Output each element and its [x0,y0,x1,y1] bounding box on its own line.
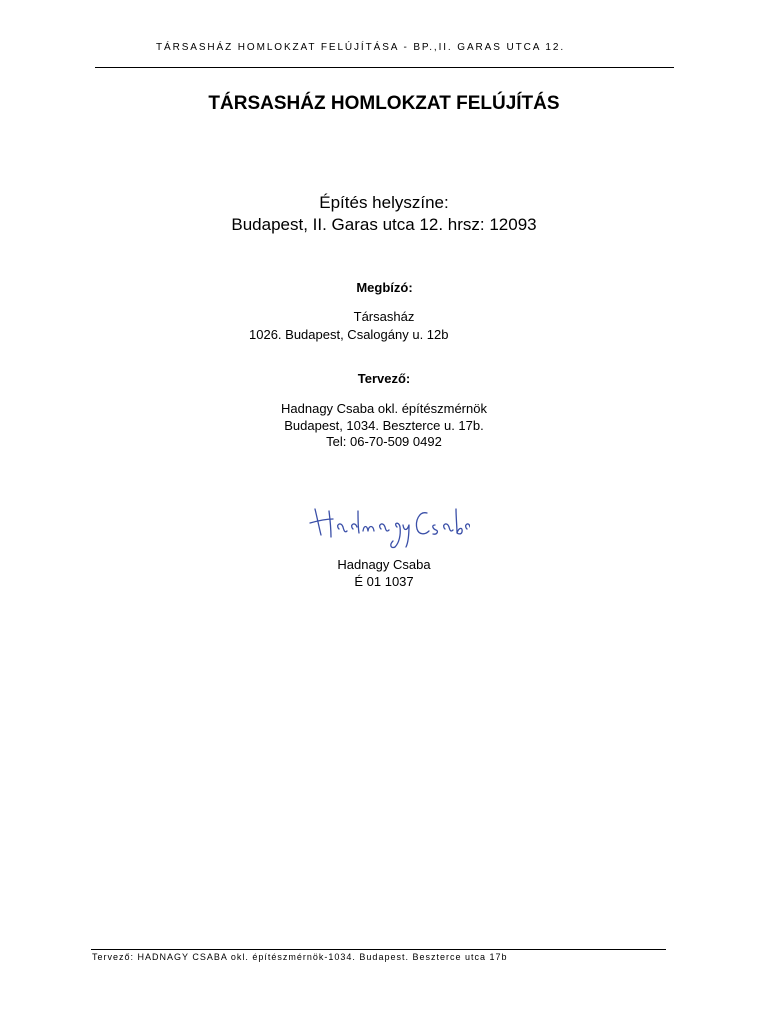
designer-name: Hadnagy Csaba okl. építészmérnök [281,401,487,416]
client-heading: Megbízó: [356,280,413,295]
header-rule [95,67,674,68]
document-title: TÁRSASHÁZ HOMLOKZAT FELÚJÍTÁS [208,93,560,114]
client-address: 1026. Budapest, Csalogány u. 12b [249,327,449,342]
license-number: É 01 1037 [354,574,414,589]
running-header: TÁRSASHÁZ HOMLOKZAT FELÚJÍTÁSA - BP.,II. GARAS UTCA 12. [156,42,566,53]
site-label: Építés helyszíne: [319,193,449,212]
page-footer: Tervező: HADNAGY CSABA okl. építészmérnök-1034. Budapest. Beszterce utca 17b [92,952,508,962]
signature-name: Hadnagy Csaba [337,557,431,572]
client-name: Társasház [353,309,415,324]
site-address: Budapest, II. Garas utca 12. hrsz: 12093 [231,215,537,234]
designer-phone: Tel: 06-70-509 0492 [326,434,442,449]
handwritten-signature [305,497,470,557]
designer-heading: Tervező: [357,371,411,386]
designer-address: Budapest, 1034. Beszterce u. 17b. [284,418,484,433]
signature-graphic [305,497,470,557]
footer-rule [91,949,666,950]
